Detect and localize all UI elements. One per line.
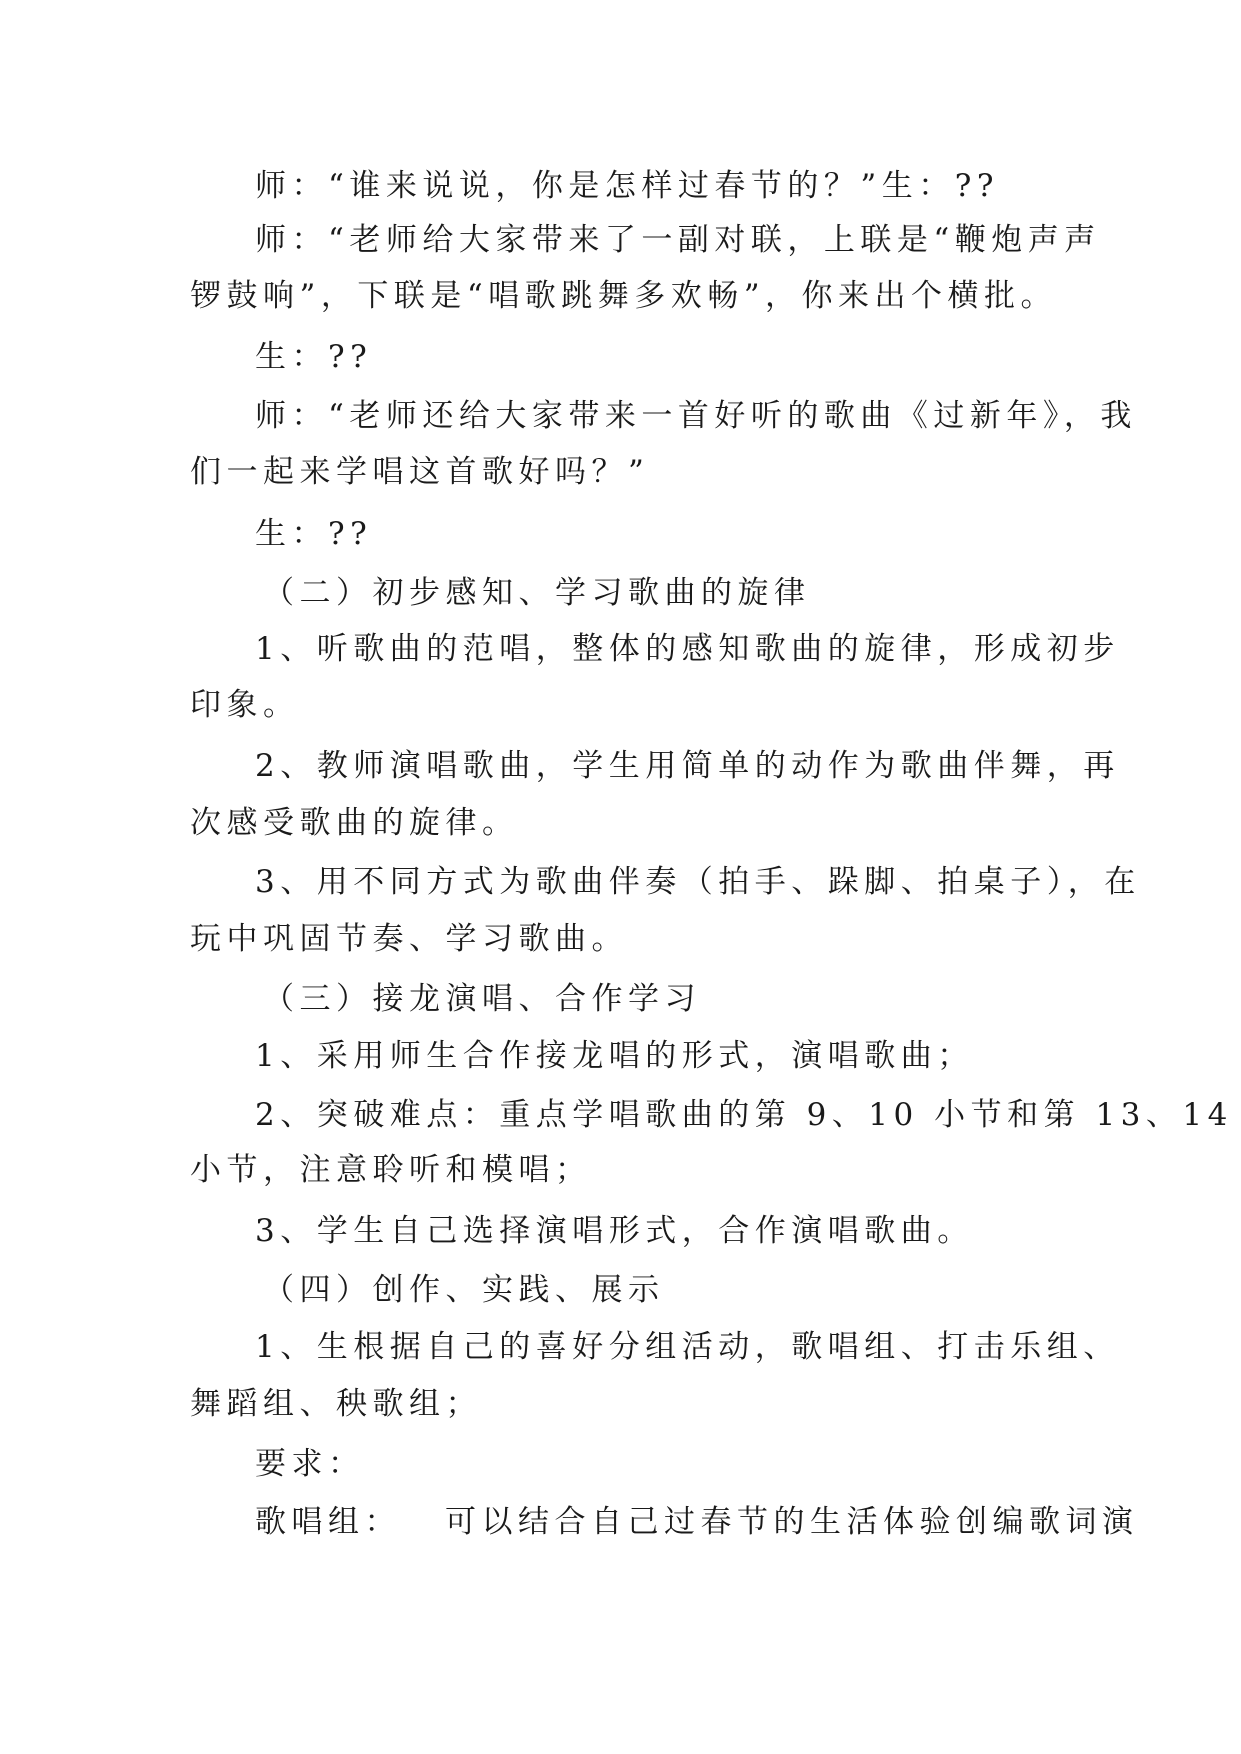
paragraph-line: 1、听歌曲的范唱，整体的感知歌曲的旋律，形成初步 xyxy=(255,631,1120,667)
paragraph-line: 师：“老师给大家带来了一副对联，上联是“鞭炮声声 xyxy=(255,222,1101,258)
section-heading: （三）接龙演唱、合作学习 xyxy=(263,981,701,1017)
section-heading: （四）创作、实践、展示 xyxy=(263,1272,665,1308)
paragraph-line: 2、教师演唱歌曲，学生用简单的动作为歌曲伴舞，再 xyxy=(255,748,1120,784)
paragraph-line: 锣鼓响”，下联是“唱歌跳舞多欢畅”，你来出个横批。 xyxy=(190,278,1058,314)
paragraph-line: 们一起来学唱这首歌好吗？” xyxy=(190,454,650,490)
paragraph-line: 舞蹈组、秧歌组； xyxy=(190,1386,482,1422)
paragraph-line: 1、生根据自己的喜好分组活动，歌唱组、打击乐组、 xyxy=(255,1329,1120,1365)
paragraph-line: 3、学生自己选择演唱形式，合作演唱歌曲。 xyxy=(255,1213,974,1249)
paragraph-line xyxy=(0,1502,1241,1542)
group-label: 歌唱组： xyxy=(255,1504,401,1540)
paragraph-line: 玩中巩固节奏、学习歌曲。 xyxy=(190,921,628,957)
paragraph-line: 次感受歌曲的旋律。 xyxy=(190,805,519,841)
paragraph-line: 3、用不同方式为歌曲伴奏（拍手、跺脚、拍桌子），在 xyxy=(255,864,1141,900)
paragraph-line: 印象。 xyxy=(190,687,300,723)
paragraph-line: 要求： xyxy=(255,1446,365,1482)
paragraph-line: 师：“老师还给大家带来一首好听的歌曲《过新年》，我 xyxy=(255,398,1137,434)
paragraph-line: 2、突破难点：重点学唱歌曲的第 9、10 小节和第 13、14 xyxy=(255,1097,1233,1133)
group-description: 可以结合自己过春节的生活体验创编歌词演 xyxy=(445,1504,1139,1540)
paragraph-line: 师：“谁来说说，你是怎样过春节的？”生：?? xyxy=(255,168,999,204)
section-heading: （二）初步感知、学习歌曲的旋律 xyxy=(263,575,811,611)
paragraph-line: 生：?? xyxy=(255,339,373,375)
paragraph-line: 1、采用师生合作接龙唱的形式，演唱歌曲； xyxy=(255,1038,974,1074)
paragraph-line: 小节，注意聆听和模唱； xyxy=(190,1152,592,1188)
paragraph-line: 生：?? xyxy=(255,516,373,552)
